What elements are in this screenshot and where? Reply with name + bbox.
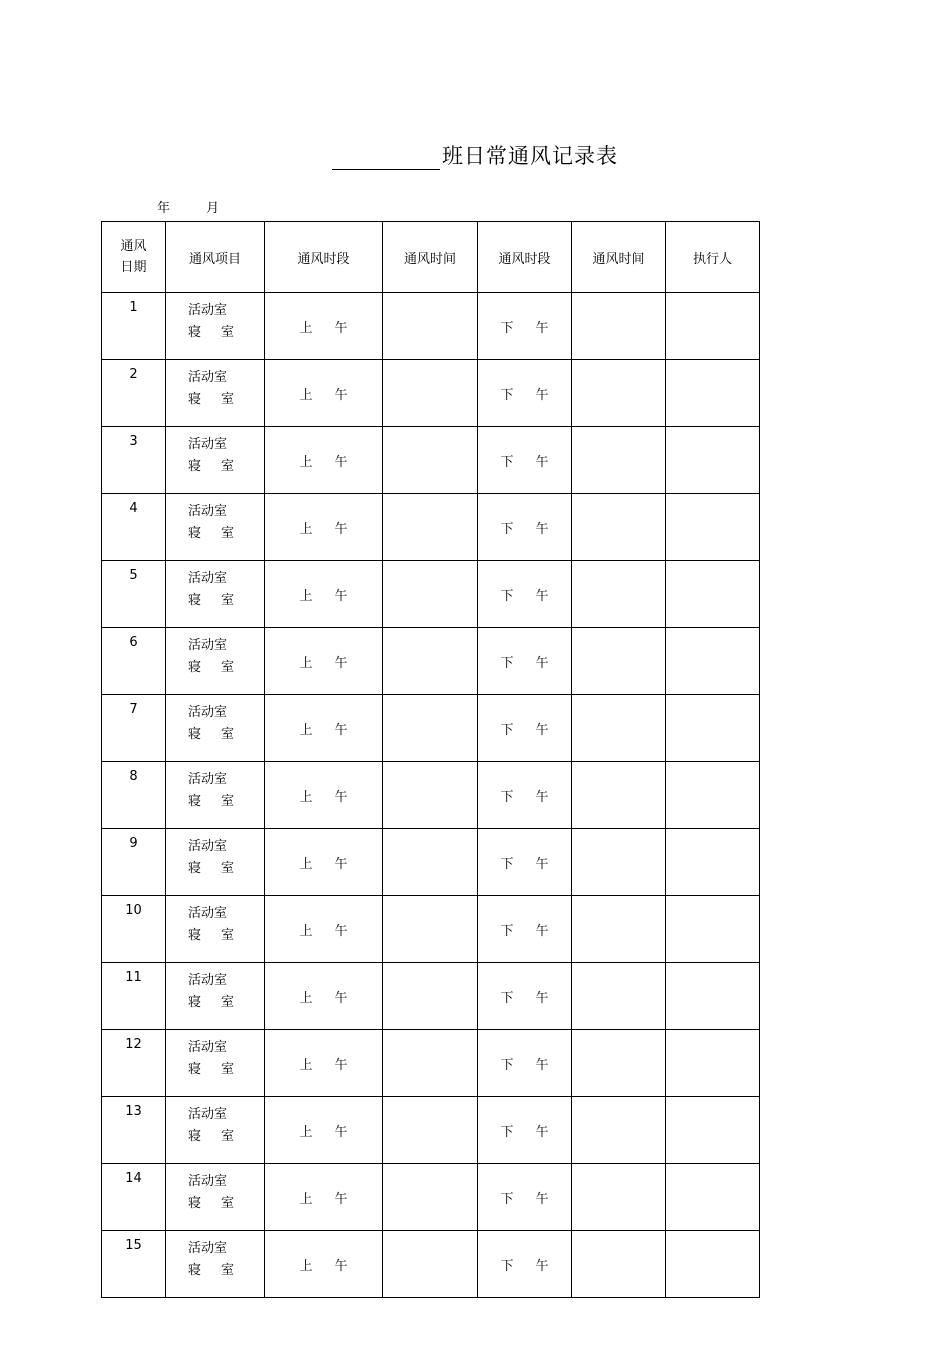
item-cell bbox=[166, 1097, 265, 1164]
header-item: 通风项目 bbox=[166, 222, 265, 293]
pm-period-cell: 下 午 bbox=[478, 896, 572, 963]
item-activity-room: 活动室 bbox=[188, 370, 228, 385]
table-row bbox=[102, 695, 760, 762]
item-activity-room: 活动室 bbox=[188, 638, 228, 653]
ventilation-record-table bbox=[101, 221, 760, 1298]
item-cell bbox=[166, 1030, 265, 1097]
executor-cell[interactable] bbox=[666, 829, 760, 896]
table-row bbox=[102, 561, 760, 628]
day-cell: 4 bbox=[102, 494, 166, 561]
pm-time-cell[interactable] bbox=[572, 628, 666, 695]
item-cell bbox=[166, 963, 265, 1030]
header-date: 通风 日期 bbox=[102, 222, 166, 293]
day-cell: 11 bbox=[102, 963, 166, 1030]
executor-cell[interactable] bbox=[666, 1097, 760, 1164]
item-cell bbox=[166, 1164, 265, 1231]
executor-cell[interactable] bbox=[666, 293, 760, 360]
pm-period-cell: 下 午 bbox=[478, 628, 572, 695]
table-row bbox=[102, 896, 760, 963]
day-cell: 10 bbox=[102, 896, 166, 963]
item-cell bbox=[166, 494, 265, 561]
am-period-cell: 上 午 bbox=[265, 427, 383, 494]
day-cell: 8 bbox=[102, 762, 166, 829]
executor-cell[interactable] bbox=[666, 494, 760, 561]
pm-time-cell[interactable] bbox=[572, 360, 666, 427]
am-time-cell[interactable] bbox=[383, 1164, 478, 1231]
pm-time-cell[interactable] bbox=[572, 762, 666, 829]
executor-cell[interactable] bbox=[666, 695, 760, 762]
pm-period-cell: 下 午 bbox=[478, 1164, 572, 1231]
item-bedroom: 寝 室 bbox=[188, 660, 235, 675]
executor-cell[interactable] bbox=[666, 1030, 760, 1097]
pm-period-cell: 下 午 bbox=[478, 1097, 572, 1164]
year-month-line bbox=[157, 197, 219, 216]
pm-time-cell[interactable] bbox=[572, 427, 666, 494]
table-row bbox=[102, 963, 760, 1030]
am-time-cell[interactable] bbox=[383, 360, 478, 427]
table-row bbox=[102, 360, 760, 427]
year-label: 年 bbox=[157, 201, 171, 216]
item-bedroom: 寝 室 bbox=[188, 593, 235, 608]
item-activity-room: 活动室 bbox=[188, 437, 228, 452]
header-am-period: 通风时段 bbox=[265, 222, 383, 293]
am-period-cell: 上 午 bbox=[265, 494, 383, 561]
table-row bbox=[102, 762, 760, 829]
pm-time-cell[interactable] bbox=[572, 1097, 666, 1164]
item-bedroom: 寝 室 bbox=[188, 861, 235, 876]
pm-time-cell[interactable] bbox=[572, 695, 666, 762]
pm-time-cell[interactable] bbox=[572, 896, 666, 963]
am-time-cell[interactable] bbox=[383, 963, 478, 1030]
am-period-cell: 上 午 bbox=[265, 1164, 383, 1231]
item-cell bbox=[166, 427, 265, 494]
table-row bbox=[102, 427, 760, 494]
am-period-cell: 上 午 bbox=[265, 1231, 383, 1298]
item-cell bbox=[166, 1231, 265, 1298]
pm-time-cell[interactable] bbox=[572, 1231, 666, 1298]
table-row bbox=[102, 829, 760, 896]
pm-period-cell: 下 午 bbox=[478, 829, 572, 896]
pm-period-cell: 下 午 bbox=[478, 695, 572, 762]
item-activity-room: 活动室 bbox=[188, 1241, 228, 1256]
am-period-cell: 上 午 bbox=[265, 963, 383, 1030]
pm-period-cell: 下 午 bbox=[478, 1030, 572, 1097]
table-row bbox=[102, 1097, 760, 1164]
pm-time-cell[interactable] bbox=[572, 1164, 666, 1231]
executor-cell[interactable] bbox=[666, 360, 760, 427]
pm-time-cell[interactable] bbox=[572, 963, 666, 1030]
table-row bbox=[102, 628, 760, 695]
am-time-cell[interactable] bbox=[383, 762, 478, 829]
item-bedroom: 寝 室 bbox=[188, 727, 235, 742]
item-bedroom: 寝 室 bbox=[188, 1263, 235, 1278]
am-period-cell: 上 午 bbox=[265, 293, 383, 360]
am-time-cell[interactable] bbox=[383, 829, 478, 896]
am-time-cell[interactable] bbox=[383, 427, 478, 494]
am-time-cell[interactable] bbox=[383, 293, 478, 360]
item-cell bbox=[166, 561, 265, 628]
item-bedroom: 寝 室 bbox=[188, 1062, 235, 1077]
item-activity-room: 活动室 bbox=[188, 504, 228, 519]
pm-period-cell: 下 午 bbox=[478, 494, 572, 561]
executor-cell[interactable] bbox=[666, 561, 760, 628]
am-period-cell: 上 午 bbox=[265, 561, 383, 628]
item-activity-room: 活动室 bbox=[188, 303, 228, 318]
header-am-time: 通风时间 bbox=[383, 222, 478, 293]
am-time-cell[interactable] bbox=[383, 628, 478, 695]
item-cell bbox=[166, 628, 265, 695]
item-activity-room: 活动室 bbox=[188, 973, 228, 988]
table-row bbox=[102, 494, 760, 561]
header-row bbox=[102, 222, 760, 293]
item-activity-room: 活动室 bbox=[188, 1040, 228, 1055]
pm-period-cell: 下 午 bbox=[478, 1231, 572, 1298]
am-period-cell: 上 午 bbox=[265, 1097, 383, 1164]
item-bedroom: 寝 室 bbox=[188, 794, 235, 809]
item-cell bbox=[166, 829, 265, 896]
pm-period-cell: 下 午 bbox=[478, 293, 572, 360]
pm-time-cell[interactable] bbox=[572, 829, 666, 896]
executor-cell[interactable] bbox=[666, 1231, 760, 1298]
item-activity-room: 活动室 bbox=[188, 1174, 228, 1189]
item-cell bbox=[166, 360, 265, 427]
am-period-cell: 上 午 bbox=[265, 762, 383, 829]
am-period-cell: 上 午 bbox=[265, 628, 383, 695]
month-label: 月 bbox=[206, 201, 220, 216]
executor-cell[interactable] bbox=[666, 1164, 760, 1231]
day-cell: 5 bbox=[102, 561, 166, 628]
day-cell: 14 bbox=[102, 1164, 166, 1231]
am-time-cell[interactable] bbox=[383, 896, 478, 963]
day-cell: 7 bbox=[102, 695, 166, 762]
header-pm-period: 通风时段 bbox=[478, 222, 572, 293]
item-bedroom: 寝 室 bbox=[188, 1129, 235, 1144]
day-cell: 12 bbox=[102, 1030, 166, 1097]
item-cell bbox=[166, 896, 265, 963]
pm-period-cell: 下 午 bbox=[478, 360, 572, 427]
item-activity-room: 活动室 bbox=[188, 772, 228, 787]
am-time-cell[interactable] bbox=[383, 1030, 478, 1097]
executor-cell[interactable] bbox=[666, 963, 760, 1030]
am-time-cell[interactable] bbox=[383, 1097, 478, 1164]
executor-cell[interactable] bbox=[666, 628, 760, 695]
am-time-cell[interactable] bbox=[383, 1231, 478, 1298]
am-period-cell: 上 午 bbox=[265, 360, 383, 427]
item-cell bbox=[166, 293, 265, 360]
day-cell: 6 bbox=[102, 628, 166, 695]
page-title bbox=[0, 140, 950, 170]
pm-period-cell: 下 午 bbox=[478, 427, 572, 494]
pm-time-cell[interactable] bbox=[572, 494, 666, 561]
day-cell: 9 bbox=[102, 829, 166, 896]
item-cell bbox=[166, 762, 265, 829]
am-period-cell: 上 午 bbox=[265, 1030, 383, 1097]
item-bedroom: 寝 室 bbox=[188, 526, 235, 541]
item-activity-room: 活动室 bbox=[188, 1107, 228, 1122]
item-activity-room: 活动室 bbox=[188, 571, 228, 586]
day-cell: 3 bbox=[102, 427, 166, 494]
pm-time-cell[interactable] bbox=[572, 293, 666, 360]
pm-time-cell[interactable] bbox=[572, 1030, 666, 1097]
day-cell: 13 bbox=[102, 1097, 166, 1164]
header-pm-time: 通风时间 bbox=[572, 222, 666, 293]
am-period-cell: 上 午 bbox=[265, 896, 383, 963]
item-bedroom: 寝 室 bbox=[188, 392, 235, 407]
table-row bbox=[102, 1164, 760, 1231]
am-time-cell[interactable] bbox=[383, 494, 478, 561]
item-bedroom: 寝 室 bbox=[188, 459, 235, 474]
am-period-cell: 上 午 bbox=[265, 695, 383, 762]
item-bedroom: 寝 室 bbox=[188, 995, 235, 1010]
executor-cell[interactable] bbox=[666, 762, 760, 829]
item-activity-room: 活动室 bbox=[188, 705, 228, 720]
table-row bbox=[102, 1030, 760, 1097]
item-activity-room: 活动室 bbox=[188, 906, 228, 921]
title-text: 班日常通风记录表 bbox=[442, 144, 618, 168]
day-cell: 2 bbox=[102, 360, 166, 427]
am-time-cell[interactable] bbox=[383, 561, 478, 628]
executor-cell[interactable] bbox=[666, 896, 760, 963]
item-activity-room: 活动室 bbox=[188, 839, 228, 854]
pm-period-cell: 下 午 bbox=[478, 963, 572, 1030]
class-name-blank[interactable] bbox=[332, 147, 440, 170]
am-time-cell[interactable] bbox=[383, 695, 478, 762]
item-bedroom: 寝 室 bbox=[188, 325, 235, 340]
pm-period-cell: 下 午 bbox=[478, 561, 572, 628]
am-period-cell: 上 午 bbox=[265, 829, 383, 896]
day-cell: 15 bbox=[102, 1231, 166, 1298]
header-executor: 执行人 bbox=[666, 222, 760, 293]
pm-period-cell: 下 午 bbox=[478, 762, 572, 829]
table-row bbox=[102, 293, 760, 360]
item-cell bbox=[166, 695, 265, 762]
pm-time-cell[interactable] bbox=[572, 561, 666, 628]
item-bedroom: 寝 室 bbox=[188, 928, 235, 943]
executor-cell[interactable] bbox=[666, 427, 760, 494]
table-row bbox=[102, 1231, 760, 1298]
item-bedroom: 寝 室 bbox=[188, 1196, 235, 1211]
day-cell: 1 bbox=[102, 293, 166, 360]
